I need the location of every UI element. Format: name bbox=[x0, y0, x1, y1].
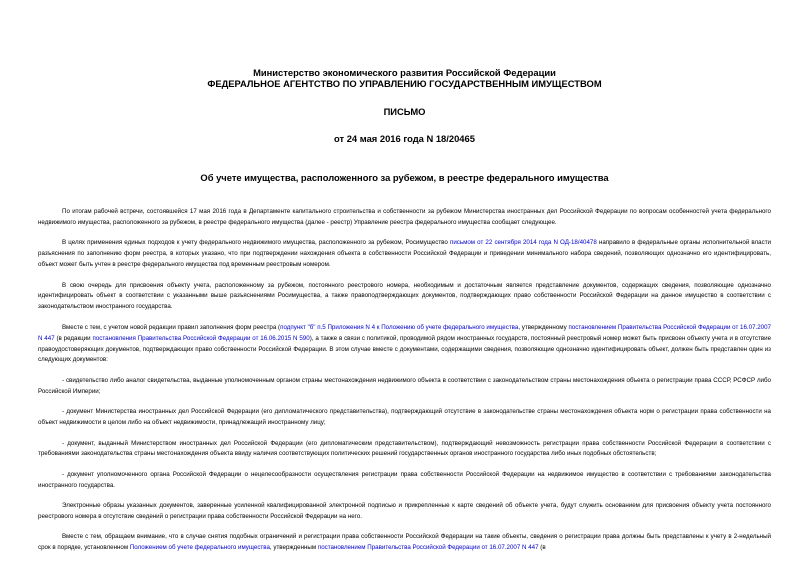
document-title: Об учете имущества, расположенного за рубежом, в реестре федерального имущества bbox=[200, 172, 609, 183]
paragraph-7: - документ, выданный Министерством иностранных дел Российской Федерации (его дипломатическим представительством), подтверждающий невозможность регистрации права собственности Российской Федерации в соответствии с требованиями законодательства страны местонахождения объекта ввиду наличия соответствующих политических решений государственных органов иностранного государства либо иных подобных обстоятельств; bbox=[38, 439, 771, 458]
resolution-447-link-2[interactable]: постановлением Правительства Российской Федерации от 16.07.2007 N 447 bbox=[317, 544, 539, 552]
paragraph-4 bbox=[38, 323, 771, 367]
paragraph-10-text-b: , утвержденным bbox=[269, 544, 318, 552]
document-type: ПИСЬМО bbox=[383, 106, 426, 117]
paragraph-9: Электронные образы указанных документов, заверенные усиленной квалифицированной электронной подписью и прикрепленные к карте сведений об объекте учета, будут служить основанием для присвоения объекту учета постоянного реестрового номера в отсутствие сведений о регистрации права собственности Российской Федерации на него. bbox=[38, 502, 771, 521]
paragraph-8: - документ уполномоченного органа Российской Федерации о нецелесообразности осуществления регистрации права собственности Российской Федерации на недвижимое имущество в соответствии с требованиями законодательства иностранного государства. bbox=[38, 470, 771, 489]
paragraph-2-text-a: В целях применения единых подходов к учету федерального недвижимого имущества, расположенного за рубежом, Росимущество bbox=[62, 239, 450, 247]
resolution-447-link[interactable]: постановлением Правительства Российской Федерации от 16.07.2007 N 447 bbox=[38, 323, 771, 342]
paragraph-3: В свою очередь для присвоения объекту учета, расположенному за рубежом, постоянного реестрового номера, необходимым и достаточным является представление документов, содержащих сведения, позволяющие однозначно идентифицировать объект в соответствии с указанными выше разъяснениями Росимущества, а также правоподтверждающих документов, подтверждающих право собственности Российской Федерации на данное имущество в соответствии с законодательством иностранного государства. bbox=[38, 281, 771, 311]
paragraph-10-text-a: Вместе с тем, обращаем внимание, что в случае снятия подобных ограничений и регистрации права собственности Российской Федерации на такие объекты, сведения о регистрации права должны быть представлены к учету в 2-недельный срок в порядке, установленном bbox=[38, 533, 771, 552]
paragraph-1: По итогам рабочей встречи, состоявшейся 17 мая 2016 года в Департаменте капитального строительства и собственности за рубежом Министерства иностранных дел Российской Федерации по вопросам особенностей учета федерального недвижимого имущества, расположенного за рубежом, в реестре федерального имущества (далее - реестр) Управление реестра федерального имущества сообщает следующее. bbox=[38, 208, 771, 226]
paragraph-5: - свидетельство либо аналог свидетельства, выданные уполномоченным органом страны местонахождения недвижимого объекта в соответствии с законодательством страны местонахождения объекта о регистрации права СССР, РСФСР либо Российской Империи; bbox=[38, 376, 771, 395]
paragraph-4-text-b: , утвержденному bbox=[518, 323, 569, 331]
paragraph-10 bbox=[38, 532, 771, 554]
paragraph-4-text-c: (в редакции bbox=[54, 334, 93, 342]
appendix-link[interactable]: подпункт "б" п.5 Приложения N 4 к Положению об учете федерального имущества bbox=[280, 323, 519, 331]
paragraph-4-text-a: Вместе с тем, с учетом новой редакции правил заполнения форм реестра ( bbox=[62, 323, 281, 331]
ministry-name: Министерство экономического развития Российской Федерации bbox=[253, 67, 556, 78]
letter-link[interactable]: письмом от 22 сентября 2014 года N ОД-18/40478 bbox=[449, 239, 597, 247]
document-body bbox=[38, 207, 771, 554]
paragraph-10-text-c: (в bbox=[538, 544, 546, 552]
paragraph-2 bbox=[38, 238, 771, 271]
resolution-590-link[interactable]: постановления Правительства Российской Федерации от 16.06.2015 N 590 bbox=[92, 334, 310, 342]
paragraph-4-text-d: ), а также в связи с политикой, проводимой рядом иностранных государств, постоянный реестровый номер может быть присвоен объекту учета и в отсутствие правоудостоверяющих документов, подтверждающих право собственности Российской Федерации. В этом случае вместе с документами, содержащими сведения, позволяющие однозначно идентифицировать объект, должен быть представлен один из следующих документов: bbox=[38, 334, 772, 364]
regulation-link[interactable]: Положением об учете федерального имущества bbox=[129, 544, 270, 552]
paragraph-6: - документ Министерства иностранных дел Российской Федерации (его дипломатического представительства), подтверждающий отсутствие в законодательстве страны местонахождения объекта норм о регистрации права собственности на объект недвижимости в целом либо на объект недвижимости, принадлежащий иностранному лицу; bbox=[38, 408, 771, 427]
paragraph-2-text-b: направило в федеральные органы исполнительной власти разъяснения по заполнению форм реестра, в которых указано, что при подтверждении нахождения объекта в собственности Российской Федерации и приведении минимального набора сведений, позволяющих однозначно его идентифицировать, объект может быть учтен в реестре федерального имущества под временным реестровым номером. bbox=[38, 239, 771, 269]
agency-name: ФЕДЕРАЛЬНОЕ АГЕНТСТВО ПО УПРАВЛЕНИЮ ГОСУДАРСТВЕННЫМ ИМУЩЕСТВОМ bbox=[207, 78, 602, 89]
document-date-number: от 24 мая 2016 года N 18/20465 bbox=[334, 133, 475, 144]
